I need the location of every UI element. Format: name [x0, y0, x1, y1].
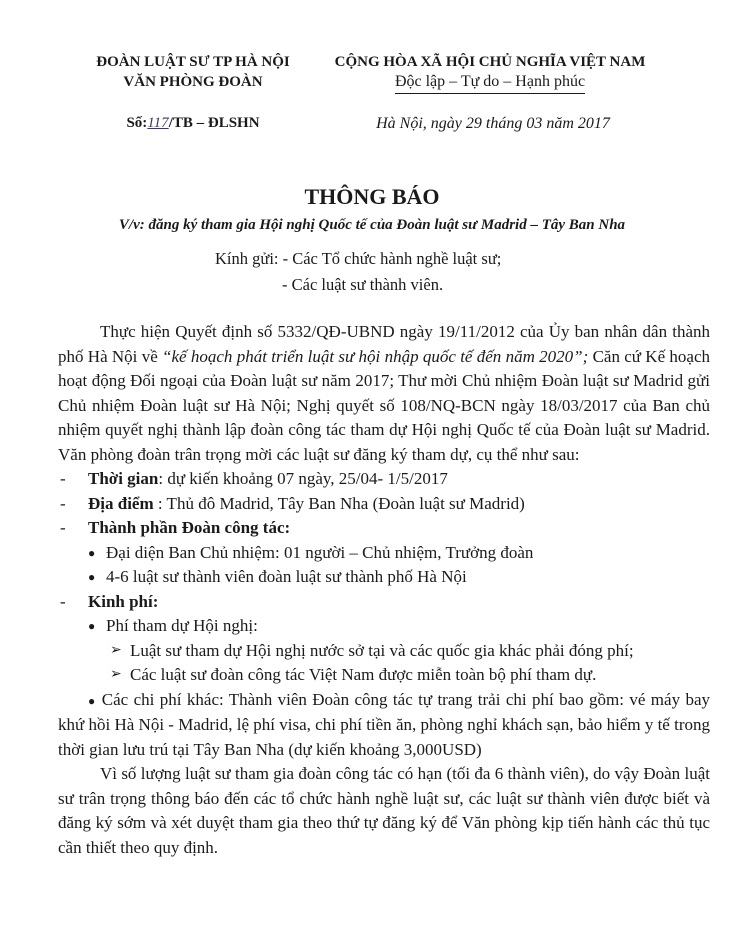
arrow-icon: ➢	[110, 667, 122, 682]
intro-text-2: Căn cứ Kế hoạch hoạt động Đối ngoại của Đoàn luật sư năm 2017; Thư mời Chủ nhiệm Đoàn luật sư Madrid gửi Chủ nhiệm Đoàn luật sư Hà Nội; Nghị quyết số 108/NQ-BCN ngày 18/03/2017 của Ban chủ nhiệm quyết nghị thành lập đoàn công tác tham dự Hội nghị Quốc tế của Đoàn luật sư Madrid. Văn phòng đoàn trân trọng mời các luật sư đăng ký tham dự, cụ thể như sau:	[58, 346, 711, 464]
org-name: ĐOÀN LUẬT SƯ TP HÀ NỘI	[96, 54, 290, 70]
place-value: : Thủ đô Madrid, Tây Ban Nha (Đoàn luật sư Madrid)	[153, 493, 525, 513]
time-value: : dự kiến khoảng 07 ngày, 25/04- 1/5/2017	[158, 469, 448, 488]
fee-text: Các luật sư đoàn công tác Việt Nam được miễn toàn bộ phí tham dự.	[130, 665, 597, 684]
fee-label: Phí tham dự Hội nghị:	[106, 616, 258, 635]
arrow-icon: ➢	[110, 642, 122, 658]
ref-suffix: /TB – ĐLSHN	[168, 115, 260, 131]
bullet-icon: ●	[88, 619, 96, 633]
ref-number-handwritten: 117	[147, 115, 169, 131]
intro-quote: “kế hoạch phát triển luật sư hội nhập quốc tế đến năm 2020”;	[162, 346, 589, 366]
organization-header	[68, 52, 318, 92]
cost-label: Kinh phí	[88, 591, 153, 611]
bullet-icon: ●	[88, 693, 97, 708]
dash-marker: -	[60, 469, 66, 488]
dash-marker: -	[60, 591, 66, 611]
intro-text-1: Thực hiện Quyết định số 5332/QĐ-UBND ngày 19/11/2012 của Ủy ban nhân dân thành phố Hà Nội về	[58, 322, 710, 366]
national-header	[318, 52, 662, 94]
document-subject: V/v: đăng ký tham gia Hội nghị Quốc tế của Đoàn luật sư Madrid – Tây Ban Nha	[118, 217, 626, 233]
nation-line: CỘNG HÒA XÃ HỘI CHỦ NGHĨA VIỆT NAM	[334, 54, 646, 70]
fee-text: Luật sư tham dự Hội nghị nước sở tại và các quốc gia khác phải đóng phí;	[130, 640, 634, 660]
members-item	[58, 516, 710, 541]
list-item	[58, 639, 710, 664]
place-date: Hà Nội, ngày 29 tháng 03 năm 2017	[376, 115, 610, 132]
member-text: Đại diện Ban Chủ nhiệm: 01 người – Chủ nhiệm, Trưởng đoàn	[106, 542, 534, 562]
time-label: Thời gian	[88, 469, 159, 488]
recipient-line-2: - Các luật sư thành viên.	[282, 275, 444, 294]
dash-marker: -	[60, 518, 66, 537]
other-costs-text: Các chi phí khác: Thành viên Đoàn công tác tự trang trải chi phí bao gồm: vé máy bay khứ hồi Hà Nội - Madrid, lệ phí visa, chi phí tiền ăn, phòng nghỉ khách sạn, bảo hiểm y tế trong thời gian lưu trú tại Tây Ban Nha (dự kiến khoảng 3,000USD)	[58, 689, 711, 759]
member-text: 4-6 luật sư thành viên đoàn luật sư thành phố Hà Nội	[106, 567, 467, 586]
time-item	[58, 467, 710, 492]
motto: Độc lập – Tự do – Hạnh phúc	[395, 72, 585, 94]
other-costs-paragraph	[58, 688, 710, 763]
closing-paragraph: Vì số lượng luật sư tham gia đoàn công tác có hạn (tối đa 6 thành viên), do vậy Đoàn luật sư trân trọng thông báo đến các tổ chức hành nghề luật sư, các luật sư thành viên được biết và đăng ký sớm và xét duyệt tham gia theo thứ tự đăng ký để Văn phòng kịp tiến hành các thủ tục cần thiết theo quy định.	[58, 764, 710, 857]
place-item	[58, 492, 710, 517]
document-title: THÔNG BÁO	[304, 184, 440, 209]
intro-paragraph	[58, 320, 710, 467]
org-office: VĂN PHÒNG ĐOÀN	[123, 74, 263, 90]
bullet-icon: ●	[88, 570, 96, 584]
cost-colon: :	[152, 591, 159, 611]
list-item	[58, 614, 710, 639]
list-item	[58, 541, 710, 566]
cost-item	[58, 590, 710, 615]
dash-marker: -	[60, 493, 66, 513]
reference-number	[68, 114, 318, 134]
recipient-line-1: Kính gửi: - Các Tổ chức hành nghề luật sư;	[215, 249, 502, 268]
ref-prefix: Số:	[126, 115, 148, 131]
place-label: Địa điểm	[88, 493, 154, 513]
bullet-icon: ●	[88, 545, 96, 560]
members-label: Thành phần Đoàn công tác:	[88, 518, 291, 537]
list-item	[58, 663, 710, 688]
document-body	[58, 320, 710, 860]
list-item	[58, 565, 710, 590]
